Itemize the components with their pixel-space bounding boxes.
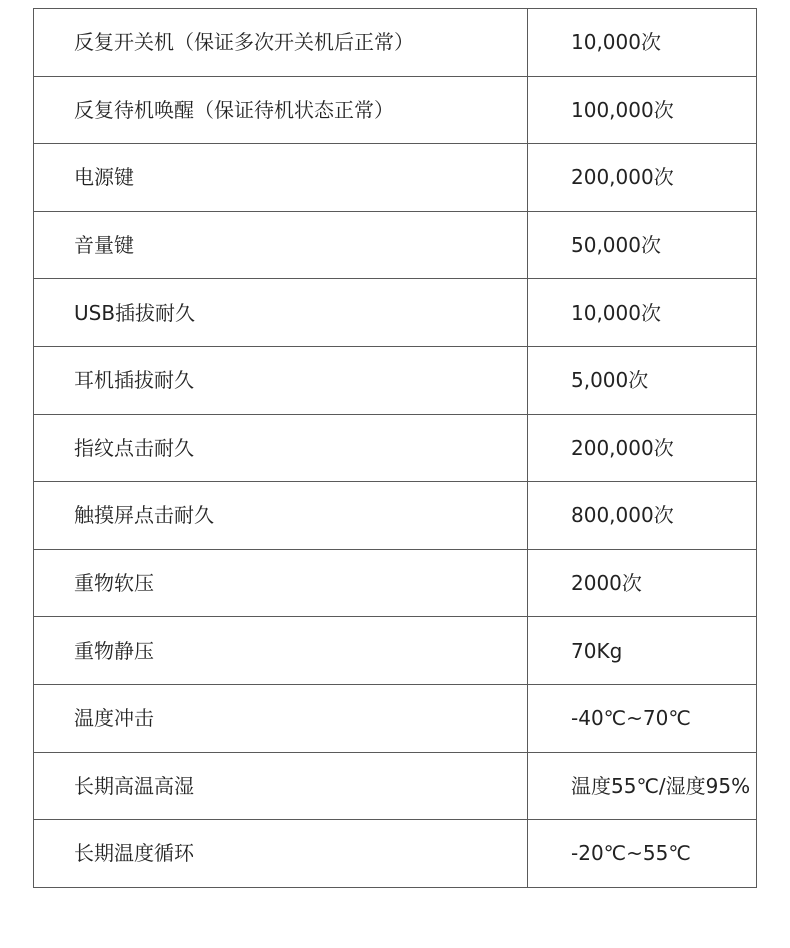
test-value-cell: 50,000次 (528, 211, 757, 279)
test-value-cell: -40℃~70℃ (528, 684, 757, 752)
table-row (34, 9, 757, 77)
table-row (34, 144, 757, 212)
test-value-cell: 200,000次 (528, 414, 757, 482)
table-row (34, 211, 757, 279)
test-item-cell: USB插拔耐久 (34, 279, 528, 347)
table-row (34, 549, 757, 617)
test-item-cell: 耳机插拔耐久 (34, 346, 528, 414)
test-value-cell: 5,000次 (528, 346, 757, 414)
table-row (34, 820, 757, 888)
test-value-cell: 10,000次 (528, 9, 757, 77)
test-value-cell: -20℃~55℃ (528, 820, 757, 888)
durability-spec-table (33, 8, 757, 888)
test-value-cell: 10,000次 (528, 279, 757, 347)
table-row (34, 617, 757, 685)
test-item-cell: 温度冲击 (34, 684, 528, 752)
test-value-cell: 70Kg (528, 617, 757, 685)
table-row (34, 684, 757, 752)
test-item-cell: 电源键 (34, 144, 528, 212)
test-value-cell: 200,000次 (528, 144, 757, 212)
test-value-cell: 2000次 (528, 549, 757, 617)
test-item-cell: 反复待机唤醒（保证待机状态正常） (34, 76, 528, 144)
test-item-cell: 重物软压 (34, 549, 528, 617)
table-row (34, 346, 757, 414)
test-item-cell: 音量键 (34, 211, 528, 279)
test-value-cell: 温度55℃/湿度95% (528, 752, 757, 820)
test-item-cell: 指纹点击耐久 (34, 414, 528, 482)
test-item-cell: 长期温度循环 (34, 820, 528, 888)
table-row (34, 279, 757, 347)
test-value-cell: 800,000次 (528, 482, 757, 550)
test-item-cell: 重物静压 (34, 617, 528, 685)
test-value-cell: 100,000次 (528, 76, 757, 144)
table-row (34, 76, 757, 144)
test-item-cell: 触摸屏点击耐久 (34, 482, 528, 550)
test-item-cell: 反复开关机（保证多次开关机后正常） (34, 9, 528, 77)
table-row (34, 752, 757, 820)
table-row (34, 414, 757, 482)
test-item-cell: 长期高温高湿 (34, 752, 528, 820)
table-row (34, 482, 757, 550)
